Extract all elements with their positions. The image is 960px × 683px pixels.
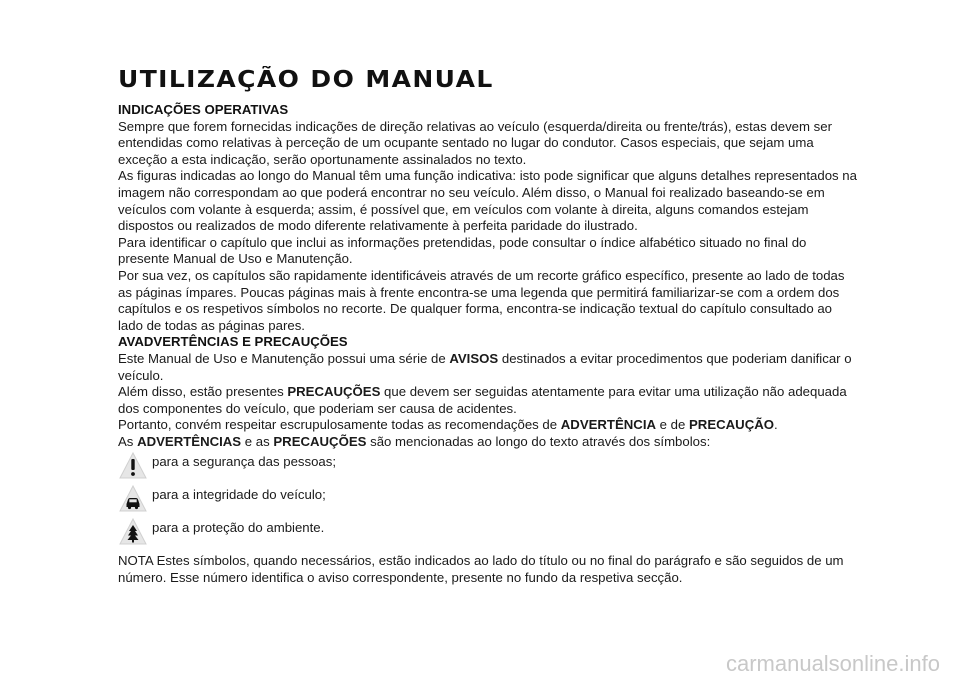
text-span: . <box>774 417 778 433</box>
watermark-text: carmanualsonline.info <box>725 651 940 676</box>
text-span: e de <box>656 417 690 433</box>
symbol-text-vehicle: para a integridade do veículo; <box>152 487 326 503</box>
text-span: e as <box>241 433 274 449</box>
environment-warning-icon <box>118 517 148 547</box>
paragraph-chapters: Por sua vez, os capítulos são rapidamente identificáveis através de um recorte gráfico específico, presente ao lado de todas as páginas ímpares. Poucas páginas mais à frente encontra-se uma legenda que permitirá familiarizar-se com a ordem dos capítulos e os respetivos símbolos no recorte. De qualquer forma, encontra-se indicação textual do capítulo consultado ao lado de todas as páginas pares. <box>118 267 845 333</box>
paragraph-note: NOTA Estes símbolos, quando necessários, estão indicados ao lado do título ou no final do parágrafo e são seguidos de um número. Esse número identifica o aviso correspondente, presente no fundo da respetiva secção. <box>118 553 844 586</box>
paragraph-figures: As figuras indicadas ao longo do Manual têm uma função indicativa: isto pode significar que alguns detalhes representados na imagem não correspondam ao que poderá encontrar no seu veículo. Além disso, o Manual foi realizado baseando-se em veículos com volante à esquerda; assim, é possível que, em veículos com volante à direita, alguns comandos estejam dispostos ou realizados de modo diferente relativamente à perfeita paridade do ilustrado. <box>118 168 857 234</box>
text-span: Além disso, estão presentes <box>118 384 288 400</box>
text-span: Portanto, convém respeitar escrupulosamente todas as recomendações de <box>118 417 561 433</box>
keyword-advertencias: ADVERTÊNCIAS <box>137 433 242 449</box>
vehicle-warning-icon <box>118 484 148 514</box>
text-span: que devem ser seguidas atentamente para evitar uma utilização não adequada dos componentes do veículo, que poderiam ser causa de acidentes. <box>118 384 847 416</box>
symbol-row-persons <box>118 454 858 481</box>
person-warning-icon <box>118 451 148 481</box>
symbol-text-persons: para a segurança das pessoas; <box>152 454 337 470</box>
paragraph-precaucoes <box>118 384 858 417</box>
symbol-row-environment <box>118 520 858 547</box>
keyword-avisos: AVISOS <box>449 350 499 366</box>
symbol-text-environment: para a proteção do ambiente. <box>152 520 325 536</box>
text-span: As <box>118 433 138 449</box>
paragraph-index: Para identificar o capítulo que inclui as informações pretendidas, pode consultar o índice alfabético situado no final do presente Manual de Uso e Manutenção. <box>118 234 807 267</box>
paragraph-respeitar <box>118 417 858 434</box>
manual-page <box>118 66 858 587</box>
page-title: UTILIZAÇÃO DO MANUAL <box>118 66 494 93</box>
paragraph-directions: Sempre que forem fornecidas indicações de direção relativas ao veículo (esquerda/direita ou frente/trás), estas devem ser entendidas como relativas à perceção de um ocupante sentado no lugar do condutor. Casos especiais, que sejam uma exceção a esta indicação, serão oportunamente assinalados no texto. <box>118 118 832 167</box>
section-heading-operative: INDICAÇÕES OPERATIVAS <box>118 102 289 117</box>
text-span: destinados a evitar procedimentos que poderiam danificar o veículo. <box>118 350 852 383</box>
keyword-precaucoes: PRECAUÇÕES <box>287 384 381 400</box>
text-span: são mencionadas ao longo do texto através dos símbolos: <box>366 433 711 449</box>
symbol-row-vehicle <box>118 487 858 514</box>
paragraph-avisos <box>118 351 858 384</box>
keyword-precaucao: PRECAUÇÃO <box>689 417 775 433</box>
keyword-precaucoes-2: PRECAUÇÕES <box>273 433 367 449</box>
paragraph-simbolos <box>118 434 858 451</box>
keyword-advertencia: ADVERTÊNCIA <box>560 417 657 433</box>
text-span: Este Manual de Uso e Manutenção possui uma série de <box>118 350 450 366</box>
section-heading-warnings: AVADVERTÊNCIAS E PRECAUÇÕES <box>118 334 348 350</box>
